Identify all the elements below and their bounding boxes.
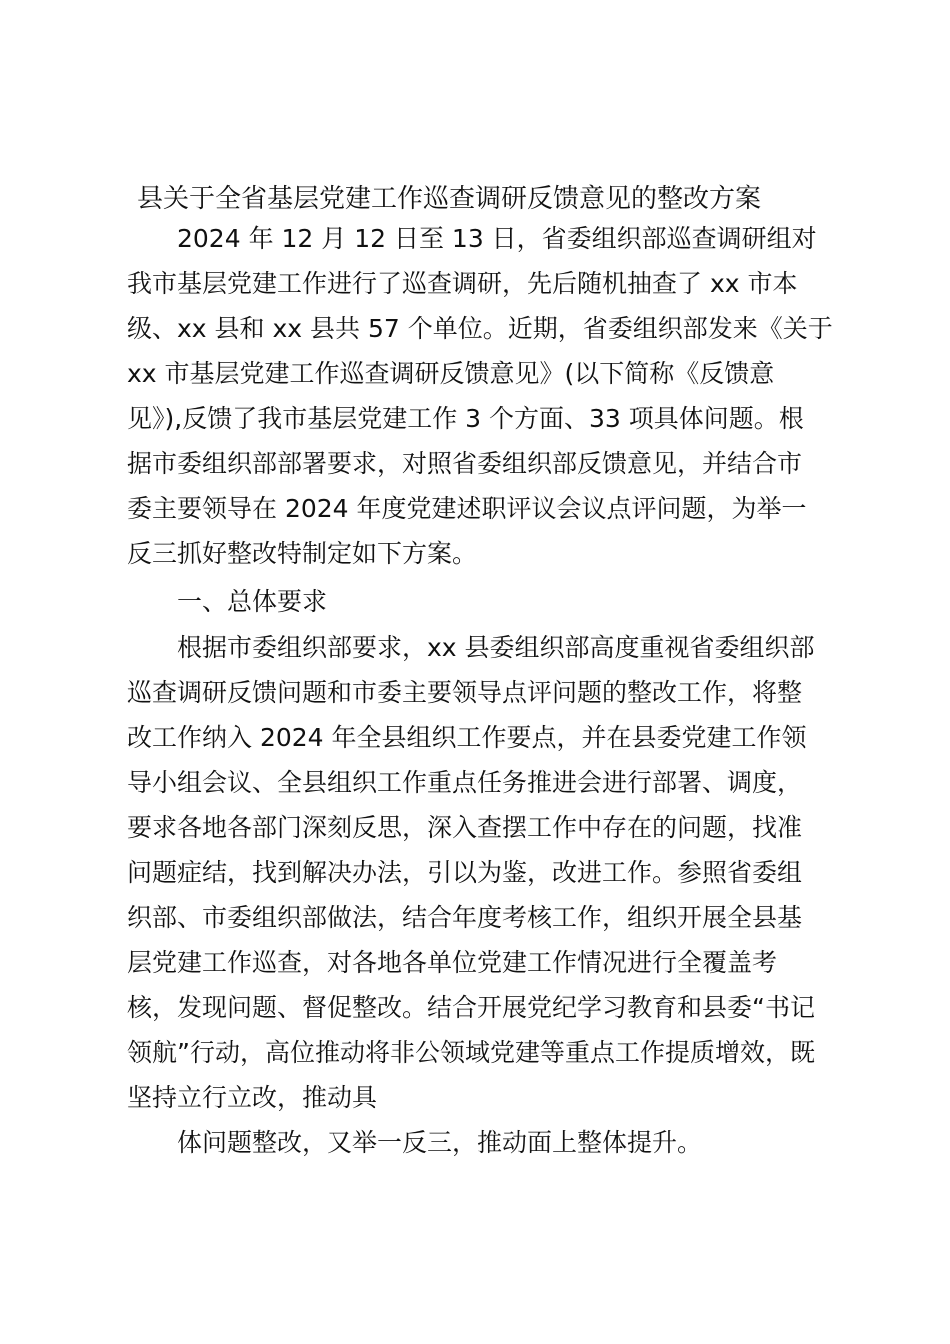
paragraph-2-line: 导小组会议、全县组织工作重点任务推进会进行部署、调度， bbox=[127, 768, 803, 797]
paragraph-2-line: 坚持立行立改，推动具 bbox=[127, 1083, 378, 1112]
document-title: 县关于全省基层党建工作巡查调研反馈意见的整改方案 bbox=[137, 184, 762, 214]
paragraph-1-line: 反三抓好整改特制定如下方案。 bbox=[127, 539, 478, 568]
paragraph-2-line: 要求各地各部门深刻反思，深入查摆工作中存在的问题，找准 bbox=[127, 813, 803, 842]
paragraph-1-line: 2024 年 12 月 12 日至 13 日，省委组织部巡查调研组对 bbox=[177, 224, 817, 253]
paragraph-1-line: 我市基层党建工作进行了巡查调研，先后随机抽查了 xx 市本 bbox=[127, 269, 798, 298]
paragraph-2-line: 领航”行动，高位推动将非公领域党建等重点工作提质增效，既 bbox=[127, 1038, 815, 1067]
paragraph-1-line: 委主要领导在 2024 年度党建述职评议会议点评问题，为举一 bbox=[127, 494, 807, 523]
paragraph-2-line: 巡查调研反馈问题和市委主要领导点评问题的整改工作，将整 bbox=[127, 678, 803, 707]
paragraph-1-line: xx 市基层党建工作巡查调研反馈意见》(以下简称《反馈意 bbox=[127, 359, 775, 388]
paragraph-2-line: 根据市委组织部要求，xx 县委组织部高度重视省委组织部 bbox=[177, 633, 815, 662]
section-heading: 一、总体要求 bbox=[177, 587, 328, 616]
paragraph-1-line: 级、xx 县和 xx 县共 57 个单位。近期，省委组织部发来《关于 bbox=[127, 314, 833, 343]
paragraph-3-line: 体问题整改，又举一反三，推动面上整体提升。 bbox=[177, 1128, 703, 1157]
paragraph-2-line: 核，发现问题、督促整改。结合开展党纪学习教育和县委“书记 bbox=[127, 993, 815, 1022]
paragraph-2-line: 改工作纳入 2024 年全县组织工作要点，并在县委党建工作领 bbox=[127, 723, 807, 752]
paragraph-2-line: 织部、市委组织部做法，结合年度考核工作，组织开展全县基 bbox=[127, 903, 803, 932]
paragraph-2-line: 问题症结，找到解决办法，引以为鉴，改进工作。参照省委组 bbox=[127, 858, 803, 887]
paragraph-1-line: 据市委组织部部署要求，对照省委组织部反馈意见，并结合市 bbox=[127, 449, 803, 478]
paragraph-1-line: 见》),反馈了我市基层党建工作 3 个方面、33 项具体问题。根 bbox=[127, 404, 804, 433]
paragraph-2-line: 层党建工作巡查，对各地各单位党建工作情况进行全覆盖考 bbox=[127, 948, 778, 977]
